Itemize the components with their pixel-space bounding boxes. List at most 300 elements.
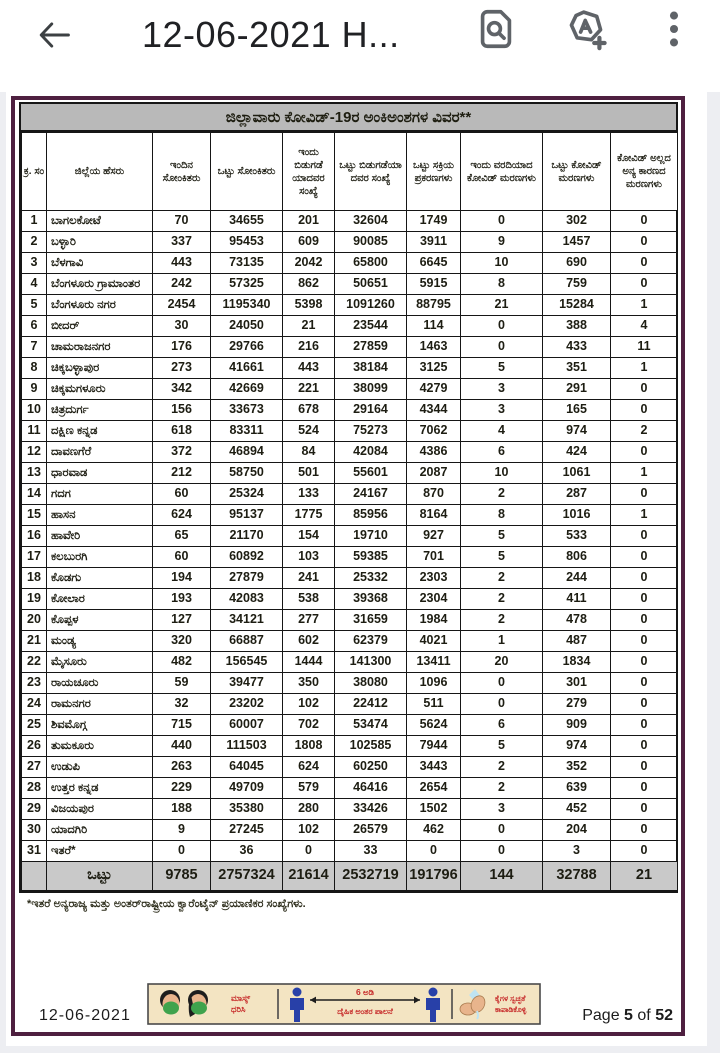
- value-cell: 84: [283, 442, 335, 463]
- value-cell: 38184: [335, 358, 407, 379]
- value-cell: 42083: [211, 589, 283, 610]
- table-row: [22, 610, 678, 631]
- col-total-deaths: ಒಟ್ಟು ಕೋವಿಡ್ ಮರಣಗಳು: [543, 133, 611, 211]
- total-label-cell: ಒಟ್ಟು: [47, 862, 153, 891]
- table-row: [22, 463, 678, 484]
- value-cell: 26579: [335, 820, 407, 841]
- value-cell: 3: [461, 400, 543, 421]
- value-cell: 2: [611, 421, 678, 442]
- back-button[interactable]: [30, 12, 78, 60]
- table-row: [22, 232, 678, 253]
- value-cell: 0: [611, 799, 678, 820]
- value-cell: 280: [283, 799, 335, 820]
- value-cell: 193: [153, 589, 211, 610]
- value-cell: 15284: [543, 295, 611, 316]
- value-cell: 88795: [407, 295, 461, 316]
- value-cell: 70: [153, 211, 211, 232]
- mask-label-line2: ಧರಿಸಿ: [231, 1004, 246, 1014]
- value-cell: 443: [283, 358, 335, 379]
- value-cell: 4: [611, 316, 678, 337]
- value-cell: 103: [283, 547, 335, 568]
- value-cell: 11: [611, 337, 678, 358]
- sl-no-cell: 15: [22, 505, 47, 526]
- value-cell: 6: [461, 715, 543, 736]
- value-cell: 60: [153, 547, 211, 568]
- value-cell: 3: [461, 799, 543, 820]
- value-cell: 21: [283, 316, 335, 337]
- value-cell: 242: [153, 274, 211, 295]
- district-name-cell: ಹಾವೇರಿ: [47, 526, 153, 547]
- value-cell: 156: [153, 400, 211, 421]
- value-cell: 33426: [335, 799, 407, 820]
- value-cell: 60892: [211, 547, 283, 568]
- district-name-cell: ಬೀದರ್: [47, 316, 153, 337]
- value-cell: 0: [283, 841, 335, 862]
- value-cell: 19710: [335, 526, 407, 547]
- page-total: 52: [655, 1007, 673, 1024]
- district-name-cell: ಚಿತ್ರದುರ್ಗ: [47, 400, 153, 421]
- district-name-cell: ರಾಮನಗರ: [47, 694, 153, 715]
- col-sl-no: ಕ್ರ. ಸಂ: [22, 133, 47, 211]
- sl-no-cell: 18: [22, 568, 47, 589]
- total-value-cell: 9785: [153, 862, 211, 891]
- value-cell: 32604: [335, 211, 407, 232]
- value-cell: 5: [461, 526, 543, 547]
- district-name-cell: ಶಿವಮೊಗ್ಗ: [47, 715, 153, 736]
- sl-no-cell: 30: [22, 820, 47, 841]
- sl-no-cell: 7: [22, 337, 47, 358]
- value-cell: 10: [461, 253, 543, 274]
- district-name-cell: ಉತ್ತರ ಕನ್ನಡ: [47, 778, 153, 799]
- sl-no-cell: 29: [22, 799, 47, 820]
- value-cell: 46894: [211, 442, 283, 463]
- total-value-cell: 32788: [543, 862, 611, 891]
- value-cell: 204: [543, 820, 611, 841]
- value-cell: 102585: [335, 736, 407, 757]
- value-cell: 27859: [335, 337, 407, 358]
- table-row: [22, 547, 678, 568]
- value-cell: 23544: [335, 316, 407, 337]
- value-cell: 35380: [211, 799, 283, 820]
- value-cell: 60250: [335, 757, 407, 778]
- value-cell: 95137: [211, 505, 283, 526]
- value-cell: 0: [611, 400, 678, 421]
- value-cell: 909: [543, 715, 611, 736]
- district-name-cell: ವಿಜಯಪುರ: [47, 799, 153, 820]
- back-arrow-icon: [34, 15, 74, 55]
- table-row: [22, 316, 678, 337]
- covid-awareness-banner: [147, 983, 541, 1030]
- value-cell: 22412: [335, 694, 407, 715]
- value-cell: 5398: [283, 295, 335, 316]
- covid-stats-table: [19, 102, 678, 893]
- value-cell: 176: [153, 337, 211, 358]
- district-name-cell: ಕೋಲಾರ: [47, 589, 153, 610]
- district-name-cell: ಗದಗ: [47, 484, 153, 505]
- sl-no-cell: 23: [22, 673, 47, 694]
- value-cell: 1463: [407, 337, 461, 358]
- value-cell: 0: [153, 841, 211, 862]
- document-title: 12-06-2021 H...: [142, 14, 400, 55]
- district-name-cell: ತುಮಕೂರು: [47, 736, 153, 757]
- value-cell: 32: [153, 694, 211, 715]
- value-cell: 478: [543, 610, 611, 631]
- value-cell: 58750: [211, 463, 283, 484]
- sl-no-cell: 24: [22, 694, 47, 715]
- value-cell: 2: [461, 778, 543, 799]
- value-cell: 609: [283, 232, 335, 253]
- table-row: [22, 778, 678, 799]
- distance-label: ದೈಹಿಕ ಅಂತರ ಪಾಲನೆ: [337, 1007, 393, 1016]
- value-cell: 806: [543, 547, 611, 568]
- sl-no-cell: 25: [22, 715, 47, 736]
- value-cell: 524: [283, 421, 335, 442]
- table-row: [22, 379, 678, 400]
- table-row: [22, 526, 678, 547]
- district-name-cell: ಧಾರವಾಡ: [47, 463, 153, 484]
- value-cell: 83311: [211, 421, 283, 442]
- value-cell: 212: [153, 463, 211, 484]
- sl-no-cell: 4: [22, 274, 47, 295]
- value-cell: 440: [153, 736, 211, 757]
- value-cell: 624: [153, 505, 211, 526]
- table-row: [22, 358, 678, 379]
- value-cell: 287: [543, 484, 611, 505]
- value-cell: 2: [461, 589, 543, 610]
- value-cell: 244: [543, 568, 611, 589]
- value-cell: 60: [153, 484, 211, 505]
- sl-no-cell: 13: [22, 463, 47, 484]
- table-title: ಜಿಲ್ಲಾವಾರು ಕೋವಿಡ್-19ರ ಅಂಕಿಅಂಶಗಳ ವಿವರ**: [21, 104, 676, 132]
- value-cell: 0: [611, 442, 678, 463]
- value-cell: 0: [461, 841, 543, 862]
- col-total-cases: ಒಟ್ಟು ಸೋಂಕಿತರು: [211, 133, 283, 211]
- value-cell: 277: [283, 610, 335, 631]
- total-value-cell: 21614: [283, 862, 335, 891]
- value-cell: 2: [461, 757, 543, 778]
- value-cell: 57325: [211, 274, 283, 295]
- value-cell: 2042: [283, 253, 335, 274]
- district-name-cell: ಕಲಬುರಗಿ: [47, 547, 153, 568]
- sl-no-cell: 22: [22, 652, 47, 673]
- table-row: [22, 589, 678, 610]
- value-cell: 0: [611, 820, 678, 841]
- value-cell: 111503: [211, 736, 283, 757]
- value-cell: 27879: [211, 568, 283, 589]
- value-cell: 0: [611, 715, 678, 736]
- page-number: 5: [624, 1007, 633, 1024]
- value-cell: 3911: [407, 232, 461, 253]
- value-cell: 29164: [335, 400, 407, 421]
- value-cell: 42669: [211, 379, 283, 400]
- table-row: [22, 337, 678, 358]
- value-cell: 0: [611, 757, 678, 778]
- page-word: Page: [582, 1007, 620, 1024]
- district-name-cell: ಕೊಡಗು: [47, 568, 153, 589]
- value-cell: 33673: [211, 400, 283, 421]
- value-cell: 0: [611, 610, 678, 631]
- col-district: ಜಿಲ್ಲೆಯ ಹೆಸರು: [47, 133, 153, 211]
- value-cell: 38099: [335, 379, 407, 400]
- value-cell: 229: [153, 778, 211, 799]
- value-cell: 701: [407, 547, 461, 568]
- district-name-cell: ಯಾದಗಿರಿ: [47, 820, 153, 841]
- value-cell: 102: [283, 694, 335, 715]
- table-row: [22, 211, 678, 232]
- value-cell: 538: [283, 589, 335, 610]
- value-cell: 302: [543, 211, 611, 232]
- value-cell: 5624: [407, 715, 461, 736]
- pdf-viewer-canvas[interactable]: [0, 92, 720, 1053]
- district-name-cell: ಬಳ್ಳಾರಿ: [47, 232, 153, 253]
- value-cell: 462: [407, 820, 461, 841]
- pdf-page: [6, 92, 707, 1046]
- annotate-add-icon: [563, 6, 609, 52]
- sl-no-cell: 14: [22, 484, 47, 505]
- value-cell: 65: [153, 526, 211, 547]
- value-cell: 533: [543, 526, 611, 547]
- value-cell: 114: [407, 316, 461, 337]
- value-cell: 36: [211, 841, 283, 862]
- value-cell: 351: [543, 358, 611, 379]
- value-cell: 0: [611, 694, 678, 715]
- table-row: [22, 673, 678, 694]
- value-cell: 8164: [407, 505, 461, 526]
- value-cell: 2: [461, 610, 543, 631]
- table-row: [22, 757, 678, 778]
- sl-no-cell: 1: [22, 211, 47, 232]
- value-cell: 85956: [335, 505, 407, 526]
- value-cell: 0: [611, 589, 678, 610]
- total-blank-cell: [22, 862, 47, 891]
- value-cell: 974: [543, 421, 611, 442]
- value-cell: 60007: [211, 715, 283, 736]
- sl-no-cell: 11: [22, 421, 47, 442]
- value-cell: 23202: [211, 694, 283, 715]
- value-cell: 75273: [335, 421, 407, 442]
- value-cell: 1: [611, 358, 678, 379]
- value-cell: 452: [543, 799, 611, 820]
- table-row: [22, 799, 678, 820]
- value-cell: 1984: [407, 610, 461, 631]
- value-cell: 73135: [211, 253, 283, 274]
- col-today-cases: ಇಂದಿನ ಸೋಂಕಿತರು: [153, 133, 211, 211]
- table-row: [22, 736, 678, 757]
- value-cell: 30: [153, 316, 211, 337]
- value-cell: 8: [461, 505, 543, 526]
- value-cell: 1749: [407, 211, 461, 232]
- value-cell: 0: [611, 526, 678, 547]
- footnote: *ಇತರೆ ಅನ್ಯರಾಜ್ಯ ಮತ್ತು ಅಂತರ್‌ರಾಷ್ಟ್ರೀಯ ಕ್ವಾರೆಂಟೈನ್ ಪ್ರಯಾಣಿಕರ ಸಂಖ್ಯೆಗಳು.: [27, 898, 306, 910]
- district-table-body: [22, 211, 678, 891]
- value-cell: 639: [543, 778, 611, 799]
- sl-no-cell: 8: [22, 358, 47, 379]
- value-cell: 1: [611, 295, 678, 316]
- report-date: 12-06-2021: [39, 1007, 131, 1024]
- value-cell: 4344: [407, 400, 461, 421]
- district-name-cell: ಮೈಸೂರು: [47, 652, 153, 673]
- district-name-cell: ದಕ್ಷಿಣ ಕನ್ನಡ: [47, 421, 153, 442]
- col-active-cases: ಒಟ್ಟು ಸಕ್ರಿಯ ಪ್ರಕರಣಗಳು: [407, 133, 461, 211]
- value-cell: 156545: [211, 652, 283, 673]
- col-today-deaths: ಇಂದು ವರದಿಯಾದ ಕೋವಿಡ್ ಮರಣಗಳು: [461, 133, 543, 211]
- table-row: [22, 715, 678, 736]
- table-row: [22, 421, 678, 442]
- three-dot-menu-icon: [651, 6, 697, 52]
- value-cell: 33: [335, 841, 407, 862]
- page-indicator: [582, 1007, 673, 1025]
- value-cell: 55601: [335, 463, 407, 484]
- of-word: of: [637, 1007, 651, 1024]
- value-cell: 443: [153, 253, 211, 274]
- value-cell: 20: [461, 652, 543, 673]
- table-row: [22, 274, 678, 295]
- value-cell: 1195340: [211, 295, 283, 316]
- sl-no-cell: 12: [22, 442, 47, 463]
- value-cell: 1775: [283, 505, 335, 526]
- district-name-cell: ರಾಯಚೂರು: [47, 673, 153, 694]
- value-cell: 0: [611, 673, 678, 694]
- value-cell: 31659: [335, 610, 407, 631]
- value-cell: 2: [461, 568, 543, 589]
- sl-no-cell: 31: [22, 841, 47, 862]
- table-row: [22, 505, 678, 526]
- sl-no-cell: 20: [22, 610, 47, 631]
- value-cell: 690: [543, 253, 611, 274]
- value-cell: 21: [461, 295, 543, 316]
- value-cell: 0: [611, 841, 678, 862]
- value-cell: 0: [611, 232, 678, 253]
- value-cell: 0: [611, 211, 678, 232]
- table-row: [22, 652, 678, 673]
- value-cell: 0: [461, 211, 543, 232]
- distance-value-label: 6 ಅಡಿ: [355, 987, 375, 997]
- value-cell: 624: [283, 757, 335, 778]
- value-cell: 424: [543, 442, 611, 463]
- value-cell: 127: [153, 610, 211, 631]
- value-cell: 46416: [335, 778, 407, 799]
- value-cell: 3: [543, 841, 611, 862]
- district-name-cell: ಚಿಕ್ಕಬಳ್ಳಾಪುರ: [47, 358, 153, 379]
- value-cell: 141300: [335, 652, 407, 673]
- value-cell: 352: [543, 757, 611, 778]
- sl-no-cell: 9: [22, 379, 47, 400]
- value-cell: 1096: [407, 673, 461, 694]
- value-cell: 90085: [335, 232, 407, 253]
- value-cell: 411: [543, 589, 611, 610]
- value-cell: 301: [543, 673, 611, 694]
- value-cell: 9: [461, 232, 543, 253]
- value-cell: 41661: [211, 358, 283, 379]
- value-cell: 4279: [407, 379, 461, 400]
- table-row: [22, 442, 678, 463]
- value-cell: 133: [283, 484, 335, 505]
- value-cell: 0: [611, 547, 678, 568]
- district-name-cell: ಬಾಗಲಕೋಟೆ: [47, 211, 153, 232]
- value-cell: 0: [461, 337, 543, 358]
- sl-no-cell: 2: [22, 232, 47, 253]
- value-cell: 0: [611, 652, 678, 673]
- table-row: [22, 631, 678, 652]
- value-cell: 29766: [211, 337, 283, 358]
- value-cell: 5: [461, 358, 543, 379]
- table-row: [22, 253, 678, 274]
- district-name-cell: ಉಡುಪಿ: [47, 757, 153, 778]
- total-value-cell: 191796: [407, 862, 461, 891]
- value-cell: 1834: [543, 652, 611, 673]
- value-cell: 1502: [407, 799, 461, 820]
- hands-label-line2: ಕಾಪಾಡಿಕೊಳ್ಳಿ: [495, 1005, 527, 1014]
- value-cell: 0: [611, 379, 678, 400]
- value-cell: 241: [283, 568, 335, 589]
- value-cell: 759: [543, 274, 611, 295]
- value-cell: 350: [283, 673, 335, 694]
- value-cell: 34655: [211, 211, 283, 232]
- value-cell: 715: [153, 715, 211, 736]
- annotate-button[interactable]: [560, 4, 612, 56]
- district-name-cell: ದಾವಣಗೆರೆ: [47, 442, 153, 463]
- table-row: [22, 820, 678, 841]
- sl-no-cell: 27: [22, 757, 47, 778]
- value-cell: 1061: [543, 463, 611, 484]
- find-in-page-button[interactable]: [470, 4, 522, 56]
- overflow-menu-button[interactable]: [648, 4, 700, 56]
- value-cell: 21170: [211, 526, 283, 547]
- table-row: [22, 484, 678, 505]
- sl-no-cell: 19: [22, 589, 47, 610]
- value-cell: 320: [153, 631, 211, 652]
- value-cell: 59: [153, 673, 211, 694]
- value-cell: 102: [283, 820, 335, 841]
- value-cell: 579: [283, 778, 335, 799]
- value-cell: 6: [461, 442, 543, 463]
- table-header: [22, 133, 678, 211]
- col-noncovid-deaths: ಕೋವಿಡ್ ಅಲ್ಲದ ಅನ್ಯ ಕಾರಣದ ಮರಣಗಳು: [611, 133, 678, 211]
- value-cell: 50651: [335, 274, 407, 295]
- value-cell: 53474: [335, 715, 407, 736]
- district-name-cell: ಬೆಂಗಳೂರು ನಗರ: [47, 295, 153, 316]
- value-cell: 1091260: [335, 295, 407, 316]
- value-cell: 0: [407, 841, 461, 862]
- total-value-cell: 144: [461, 862, 543, 891]
- value-cell: 5: [461, 736, 543, 757]
- value-cell: 2654: [407, 778, 461, 799]
- value-cell: 4: [461, 421, 543, 442]
- sl-no-cell: 26: [22, 736, 47, 757]
- value-cell: 4386: [407, 442, 461, 463]
- value-cell: 154: [283, 526, 335, 547]
- value-cell: 342: [153, 379, 211, 400]
- col-today-discharged: ಇಂದು ಬಿಡುಗಡೆ ಯಾದವರ ಸಂಖ್ಯೆ: [283, 133, 335, 211]
- value-cell: 511: [407, 694, 461, 715]
- value-cell: 974: [543, 736, 611, 757]
- value-cell: 59385: [335, 547, 407, 568]
- value-cell: 34121: [211, 610, 283, 631]
- value-cell: 3125: [407, 358, 461, 379]
- value-cell: 0: [461, 316, 543, 337]
- value-cell: 7062: [407, 421, 461, 442]
- value-cell: 0: [461, 820, 543, 841]
- table-row: [22, 694, 678, 715]
- district-name-cell: ಬೆಳಗಾವಿ: [47, 253, 153, 274]
- value-cell: 291: [543, 379, 611, 400]
- district-name-cell: ಇತರೆ*: [47, 841, 153, 862]
- value-cell: 0: [611, 631, 678, 652]
- value-cell: 42084: [335, 442, 407, 463]
- total-value-cell: 2532719: [335, 862, 407, 891]
- value-cell: 482: [153, 652, 211, 673]
- value-cell: 7944: [407, 736, 461, 757]
